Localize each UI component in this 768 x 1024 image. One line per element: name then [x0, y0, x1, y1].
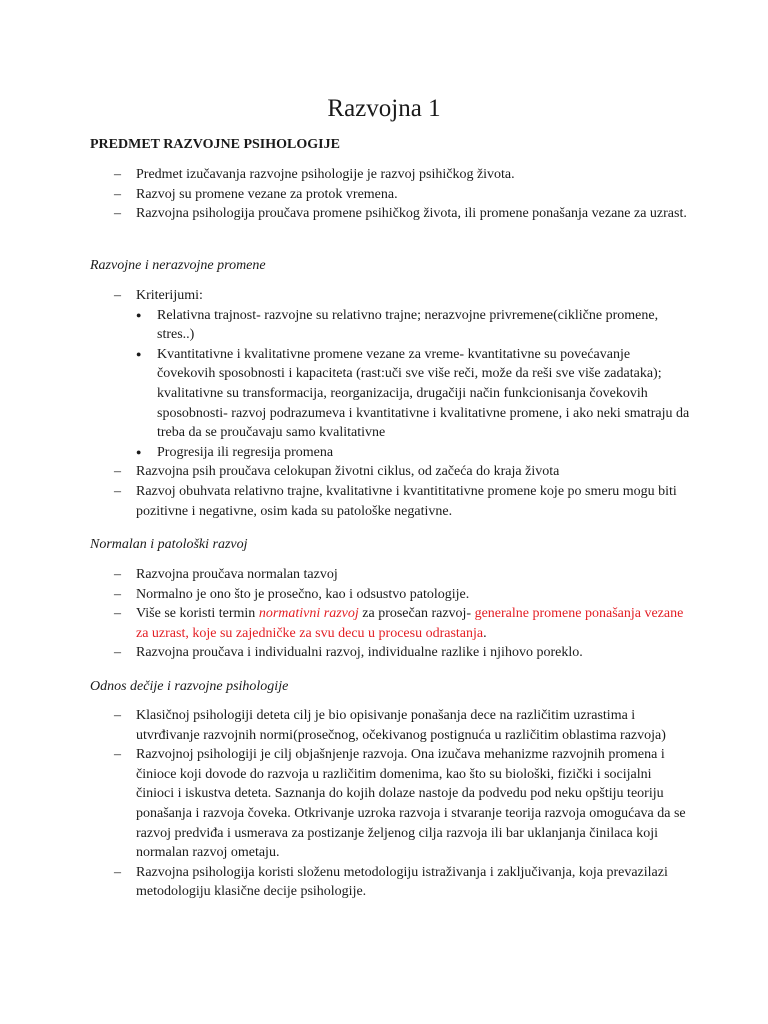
list-item: – Razvojna psihologija proučava promene psihičkog života, ili promene ponašanja vezane za uzrast. — [90, 204, 690, 224]
section-heading-odnos: Odnos dečije i razvojne psihologije — [90, 679, 289, 694]
page-title: Razvojna 1 — [327, 95, 441, 122]
criteria-label: Kriterijumi: — [136, 288, 203, 303]
list-item: – Razvojna proučava normalan tazvoj — [90, 565, 690, 585]
list-item-criteria — [90, 286, 690, 462]
section-predmet-list — [90, 165, 690, 224]
list-item: – Predmet izučavanja razvojne psihologije je razvoj psihičkog života. — [90, 165, 690, 185]
list-item: – Razvoj obuhvata relativno trajne, kvalitativne i kvantititativne promene koje po smeru mogu biti pozitivne i negativne, osim kada su patološke negativne. — [90, 482, 690, 521]
list-item: – Klasičnoj psihologiji deteta cilj je bio opisivanje ponašanja dece na različitim uzrastima i utvrđivanje razvojnih normi(prosečnog, očekivanog postignuća u različitim oblastima razvoja) — [90, 706, 690, 745]
list-item: – Razvoj su promene vezane za protok vremena. — [90, 185, 690, 205]
list-item: – Normalno je ono što je prosečno, kao i odsustvo patologije. — [90, 585, 690, 605]
section-heading-normalan: Normalan i patološki razvoj — [90, 537, 248, 552]
section-heading-predmet: PREDMET RAZVOJNE PSIHOLOGIJE — [90, 137, 340, 152]
text-span: za prosečan razvoj- — [358, 606, 475, 622]
section-razvojne-list — [90, 286, 690, 521]
normativni-term: normativni razvoj — [258, 606, 359, 622]
highlighted-definition: generalne promene ponašanja vezane za uzrast, koje su zajedničke za svu decu u procesu odrastanja — [136, 606, 684, 641]
bullet-item: ● Kvantitativne i kvalitativne promene vezane za vreme- kvantitativne su povećavanje čovekovih sposobnosti i kapaciteta (rast:uči sve više reči, može da reši sve više zadataka); kvalitativne su transformacija, reorganizacija, drugačiji način funkcionisanja čovekovih sposobnosti- razvoj podrazumeva i kvantitativne i kvalitativne promene, i ako neki smatraju da treba da se proučavaju samo kvalitativne — [136, 345, 690, 443]
list-item: – Razvojna proučava i individualni razvoj, individualne razlike i njihovo poreklo. — [90, 643, 690, 663]
list-item: – Razvojna psihologija koristi složenu metodologiju istraživanja i zaključivanja, koja prevazilazi metodologiju klasične decije psihologije. — [90, 863, 690, 902]
criteria-bullets — [136, 306, 690, 463]
bullet-item: ● Progresija ili regresija promena — [136, 443, 690, 463]
text-span: Više se koristi termin — [136, 606, 259, 622]
section-normalan-list — [90, 565, 690, 663]
list-item-normativni — [90, 604, 690, 643]
section-odnos-list — [90, 706, 690, 902]
section-heading-razvojne: Razvojne i nerazvojne promene — [90, 258, 266, 273]
list-item: – Razvojnoj psihologiji je cilj objašnjenje razvoja. Ona izučava mehanizme razvojnih promena i činioce koji dovode do razvoja u različitim domenima, kao što su biološki, fizički i socijalni činioci i iskustva deteta. Saznanja do kojih dolaze nastoje da podvedu pod neku opštiju teoriju ponašanja i razvoja čoveka. Otkrivanje uzroka razvoja i stvaranje teorija razvoja omogućava da se razvoj predviđa i usmerava za postizanje željenog cilja razvoja ili bar uklanjanja činilaca koji normalan razvoj ometaju. — [90, 745, 690, 863]
list-item: – Razvojna psih proučava celokupan životni ciklus, od začeća do kraja života — [90, 462, 690, 482]
bullet-item: ● Relativna trajnost- razvojne su relativno trajne; nerazvojne privremene(ciklične promene, stres..) — [136, 306, 690, 345]
text-span: . — [483, 625, 487, 641]
